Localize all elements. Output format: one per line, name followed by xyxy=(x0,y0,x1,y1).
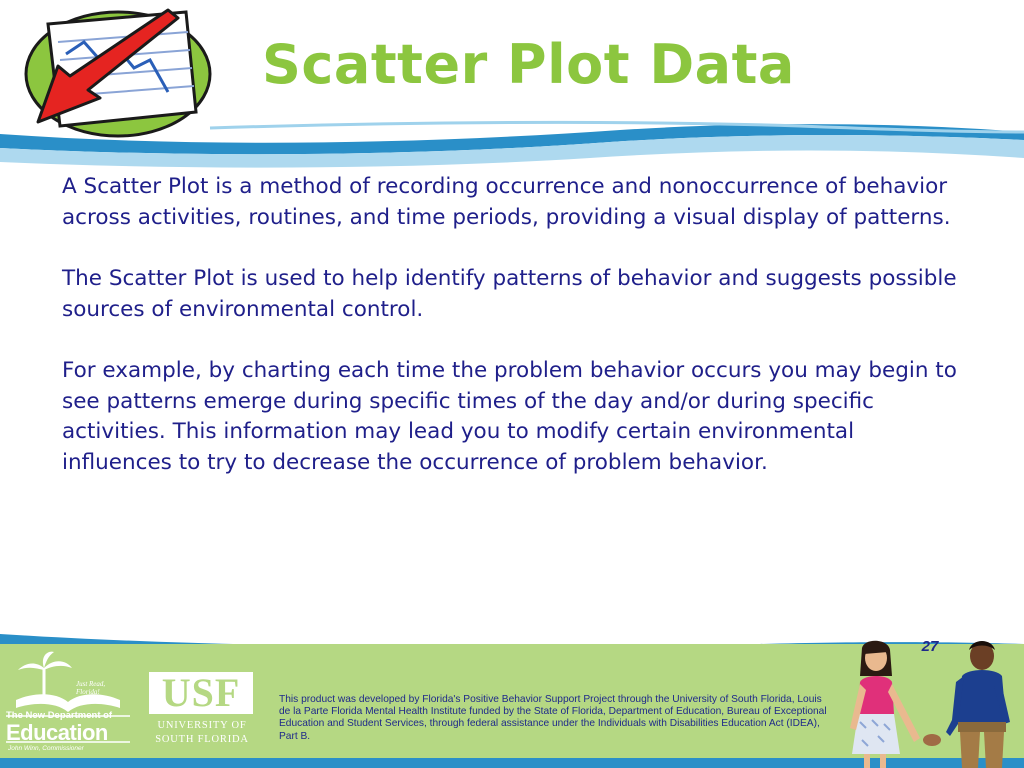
declining-chart-red-arrow-icon xyxy=(18,2,218,142)
slide-body xyxy=(62,172,962,509)
usf-name-line1: UNIVERSITY OF xyxy=(157,720,247,731)
doe-name-line1: The New Department of xyxy=(6,710,113,721)
slide-title: Scatter Plot Data xyxy=(262,33,795,96)
usf-name-line2: SOUTH FLORIDA xyxy=(155,734,249,745)
doe-tagline: Just Read, Florida! xyxy=(76,680,106,696)
usf-mark: USF xyxy=(149,672,253,714)
two-children-holding-hands-image xyxy=(842,636,1020,768)
body-paragraph-example: For example, by charting each time the problem behavior occurs you may begin to see patterns emerge during specific times of the day and/or during specific activities. This information may lead you to modify certain environmental influences to try to decrease the occurrence of problem behavior. xyxy=(62,358,957,475)
page-number: 27 xyxy=(921,638,939,655)
body-paragraph-definition: A Scatter Plot is a method of recording occurrence and nonoccurrence of behavior across activities, routines, and time periods, providing a visual display of patterns. xyxy=(62,174,951,230)
funding-credit-text: This product was developed by Florida's Positive Behavior Support Project through the University of South Florida, Louis de la Parte Florida Mental Health Institute funded by the State of Florida, Department of Education, Bureau of Exceptional Education and Student Services, through federal assistance under the Individuals with Disabilities Education Act (IDEA), Part B. xyxy=(279,694,827,742)
doe-name-line2: Education xyxy=(6,720,108,745)
body-paragraph-purpose: The Scatter Plot is used to help identify patterns of behavior and suggests possible sources of environmental control. xyxy=(62,266,957,322)
doe-commissioner: John Winn, Commissioner xyxy=(8,745,84,752)
usf-logo xyxy=(149,672,255,750)
